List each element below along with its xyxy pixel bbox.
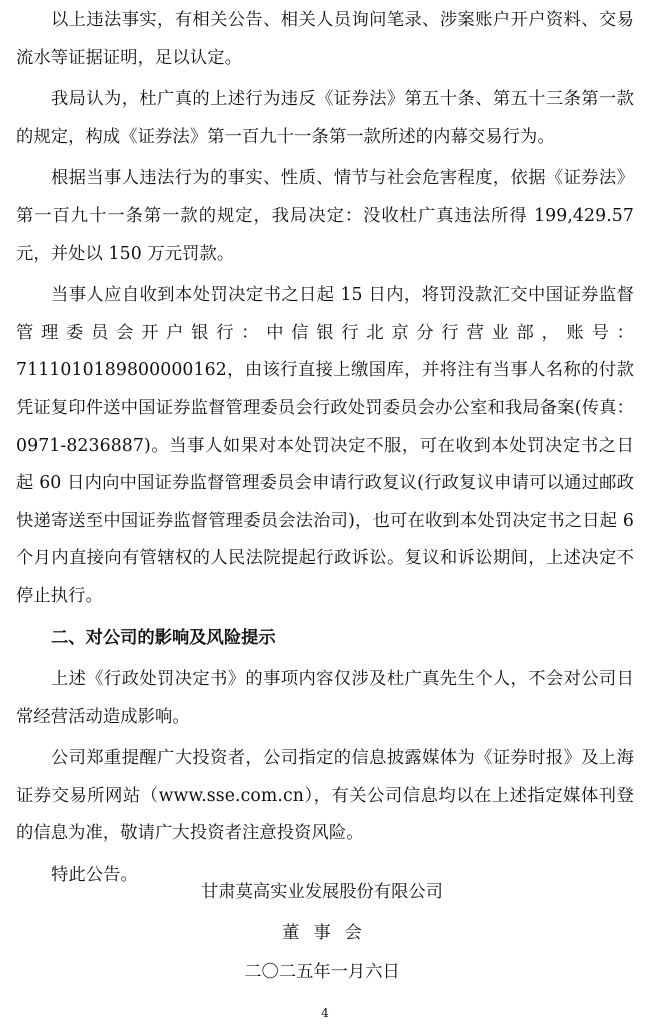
signature-board: 董事会 <box>282 923 376 943</box>
document-body <box>16 2 634 899</box>
paragraph-penalty-decision: 根据当事人违法行为的事实、性质、情节与社会危害程度，依据《证券法》第一百九十一条第一款的规定，我局决定：没收杜广真违法所得 199,429.57 元，并处以 150 万元罚款。 <box>16 168 634 264</box>
paragraph-company-impact: 上述《行政处罚决定书》的事项内容仅涉及杜广真先生个人，不会对公司日常经营活动造成影响。 <box>16 669 634 727</box>
paragraph-closing: 特此公告。 <box>51 865 138 886</box>
paragraph-violation-finding: 我局认为，杜广真的上述行为违反《证券法》第五十条、第五十三条第一款的规定，构成《证券法》第一百九十一条第一款所述的内幕交易行为。 <box>16 89 634 147</box>
paragraph-investor-reminder: 公司郑重提醒广大投资者，公司指定的信息披露媒体为《证券时报》及上海证券交易所网站（www.sse.com.cn），有关公司信息均以在上述指定媒体刊登的信息为准，敬请广大投资者注意投资风险。 <box>16 748 634 844</box>
paragraph-payment-and-appeal: 当事人应自收到本处罚决定书之日起 15 日内，将罚没款汇交中国证券监督管理委员会开户银行：中信银行北京分行营业部，账号：7111010189800000162，由该行直接上缴国库，并将注有当事人名称的付款凭证复印件送中国证券监督管理委员会行政处罚委员会办公室和我局备案(传真：0971-8236887)。当事人如果对本处罚决定不服，可在收到本处罚决定书之日起 60 日内向中国证券监督管理委员会申请行政复议(行政复议申请可以通过邮政快递寄送至中国证券监督管理委员会法治司)，也可在收到本处罚决定书之日起 6 个月内直接向有管辖权的人民法院提起行政诉讼。复议和诉讼期间，上述决定不停止执行。 <box>16 285 634 606</box>
page-number: 4 <box>321 1006 329 1020</box>
paragraph-evidence: 以上违法事实，有相关公告、相关人员询问笔录、涉案账户开户资料、交易流水等证据证明，足以认定。 <box>16 10 634 68</box>
signature-date: 二〇二五年一月六日 <box>244 962 400 982</box>
signature-company: 甘肃莫高实业发展股份有限公司 <box>201 882 443 902</box>
section-heading: 二、对公司的影响及风险提示 <box>51 627 276 648</box>
